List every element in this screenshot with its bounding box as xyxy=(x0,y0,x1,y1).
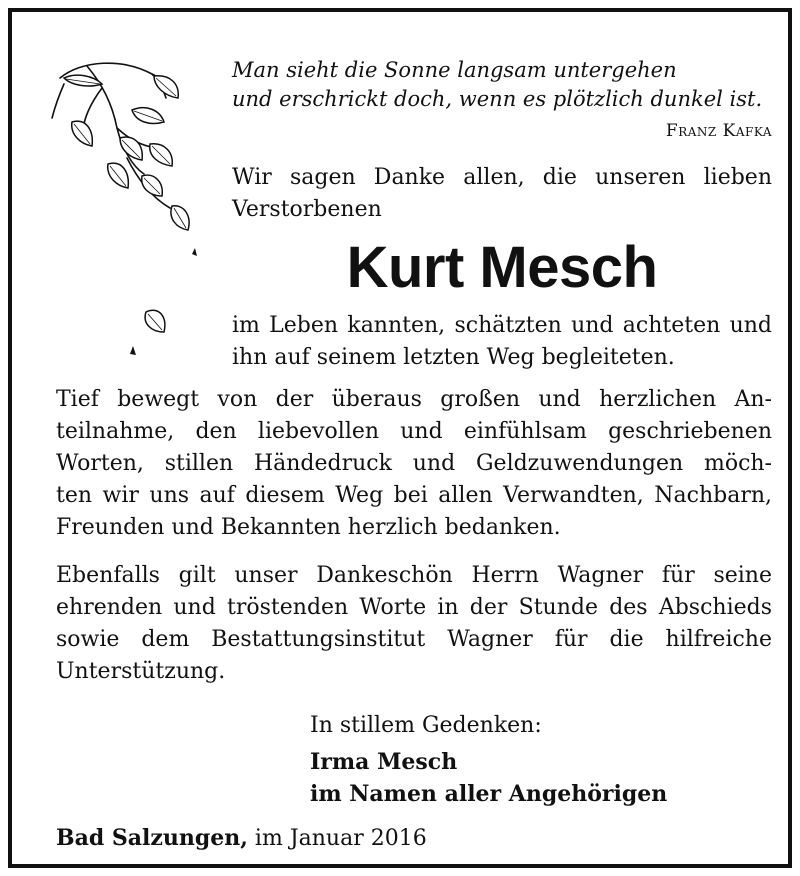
signers xyxy=(310,746,667,810)
quote-line: und erschrickt doch, wenn es plötzlich dunkel ist. xyxy=(232,87,763,111)
deceased-name: Kurt Mesch xyxy=(346,235,658,300)
after-name-line: im Leben kannten, schätzten und achteten und xyxy=(232,313,772,338)
leaf-branch-icon xyxy=(42,48,212,378)
quote xyxy=(232,56,772,114)
paragraph-line: ten wir uns auf diesem Weg bei allen Verwandten, Nachbarn, xyxy=(56,483,772,508)
notice-frame xyxy=(8,8,792,868)
paragraph-line: ehrenden und tröstenden Worte in der Stunde des Abschieds xyxy=(56,595,772,620)
after-name-line: ihn auf seinem letzten Weg begleiteten. xyxy=(232,345,675,370)
place-city: Bad Salzungen, xyxy=(56,825,248,851)
quote-author: Franz Kafka xyxy=(665,121,772,141)
intro-text xyxy=(232,162,772,226)
paragraph-line: teilnahme, den liebevollen und einfühlsam geschriebenen xyxy=(56,419,772,444)
paragraph-line: Unterstützung. xyxy=(56,659,226,684)
signer-name: Irma Mesch xyxy=(310,749,458,775)
memory-label: In stillem Gedenken: xyxy=(310,713,542,738)
paragraph-line: Worten, stillen Händedruck und Geldzuwendungen möch- xyxy=(56,451,772,476)
after-name-text xyxy=(232,310,772,374)
signer-note: im Namen aller Angehörigen xyxy=(310,781,668,807)
intro-line: Wir sagen Danke allen, die unseren lieben xyxy=(232,165,772,190)
acknowledgement-paragraph xyxy=(56,560,772,688)
place-date xyxy=(56,822,427,855)
place-date-text: im Januar 2016 xyxy=(254,826,427,851)
thanks-paragraph xyxy=(56,384,772,544)
intro-line: Verstorbenen xyxy=(232,197,382,222)
quote-line: Man sieht die Sonne langsam untergehen xyxy=(232,58,677,82)
paragraph-line: Ebenfalls gilt unser Dankeschön Herrn Wagner für seine xyxy=(56,563,772,588)
paragraph-line: Freunden und Bekannten herzlich bedanken. xyxy=(56,515,561,540)
paragraph-line: sowie dem Bestattungsinstitut Wagner für die hilfreiche xyxy=(56,627,772,652)
paragraph-line: Tief bewegt von der überaus großen und herzlichen An- xyxy=(56,387,772,412)
